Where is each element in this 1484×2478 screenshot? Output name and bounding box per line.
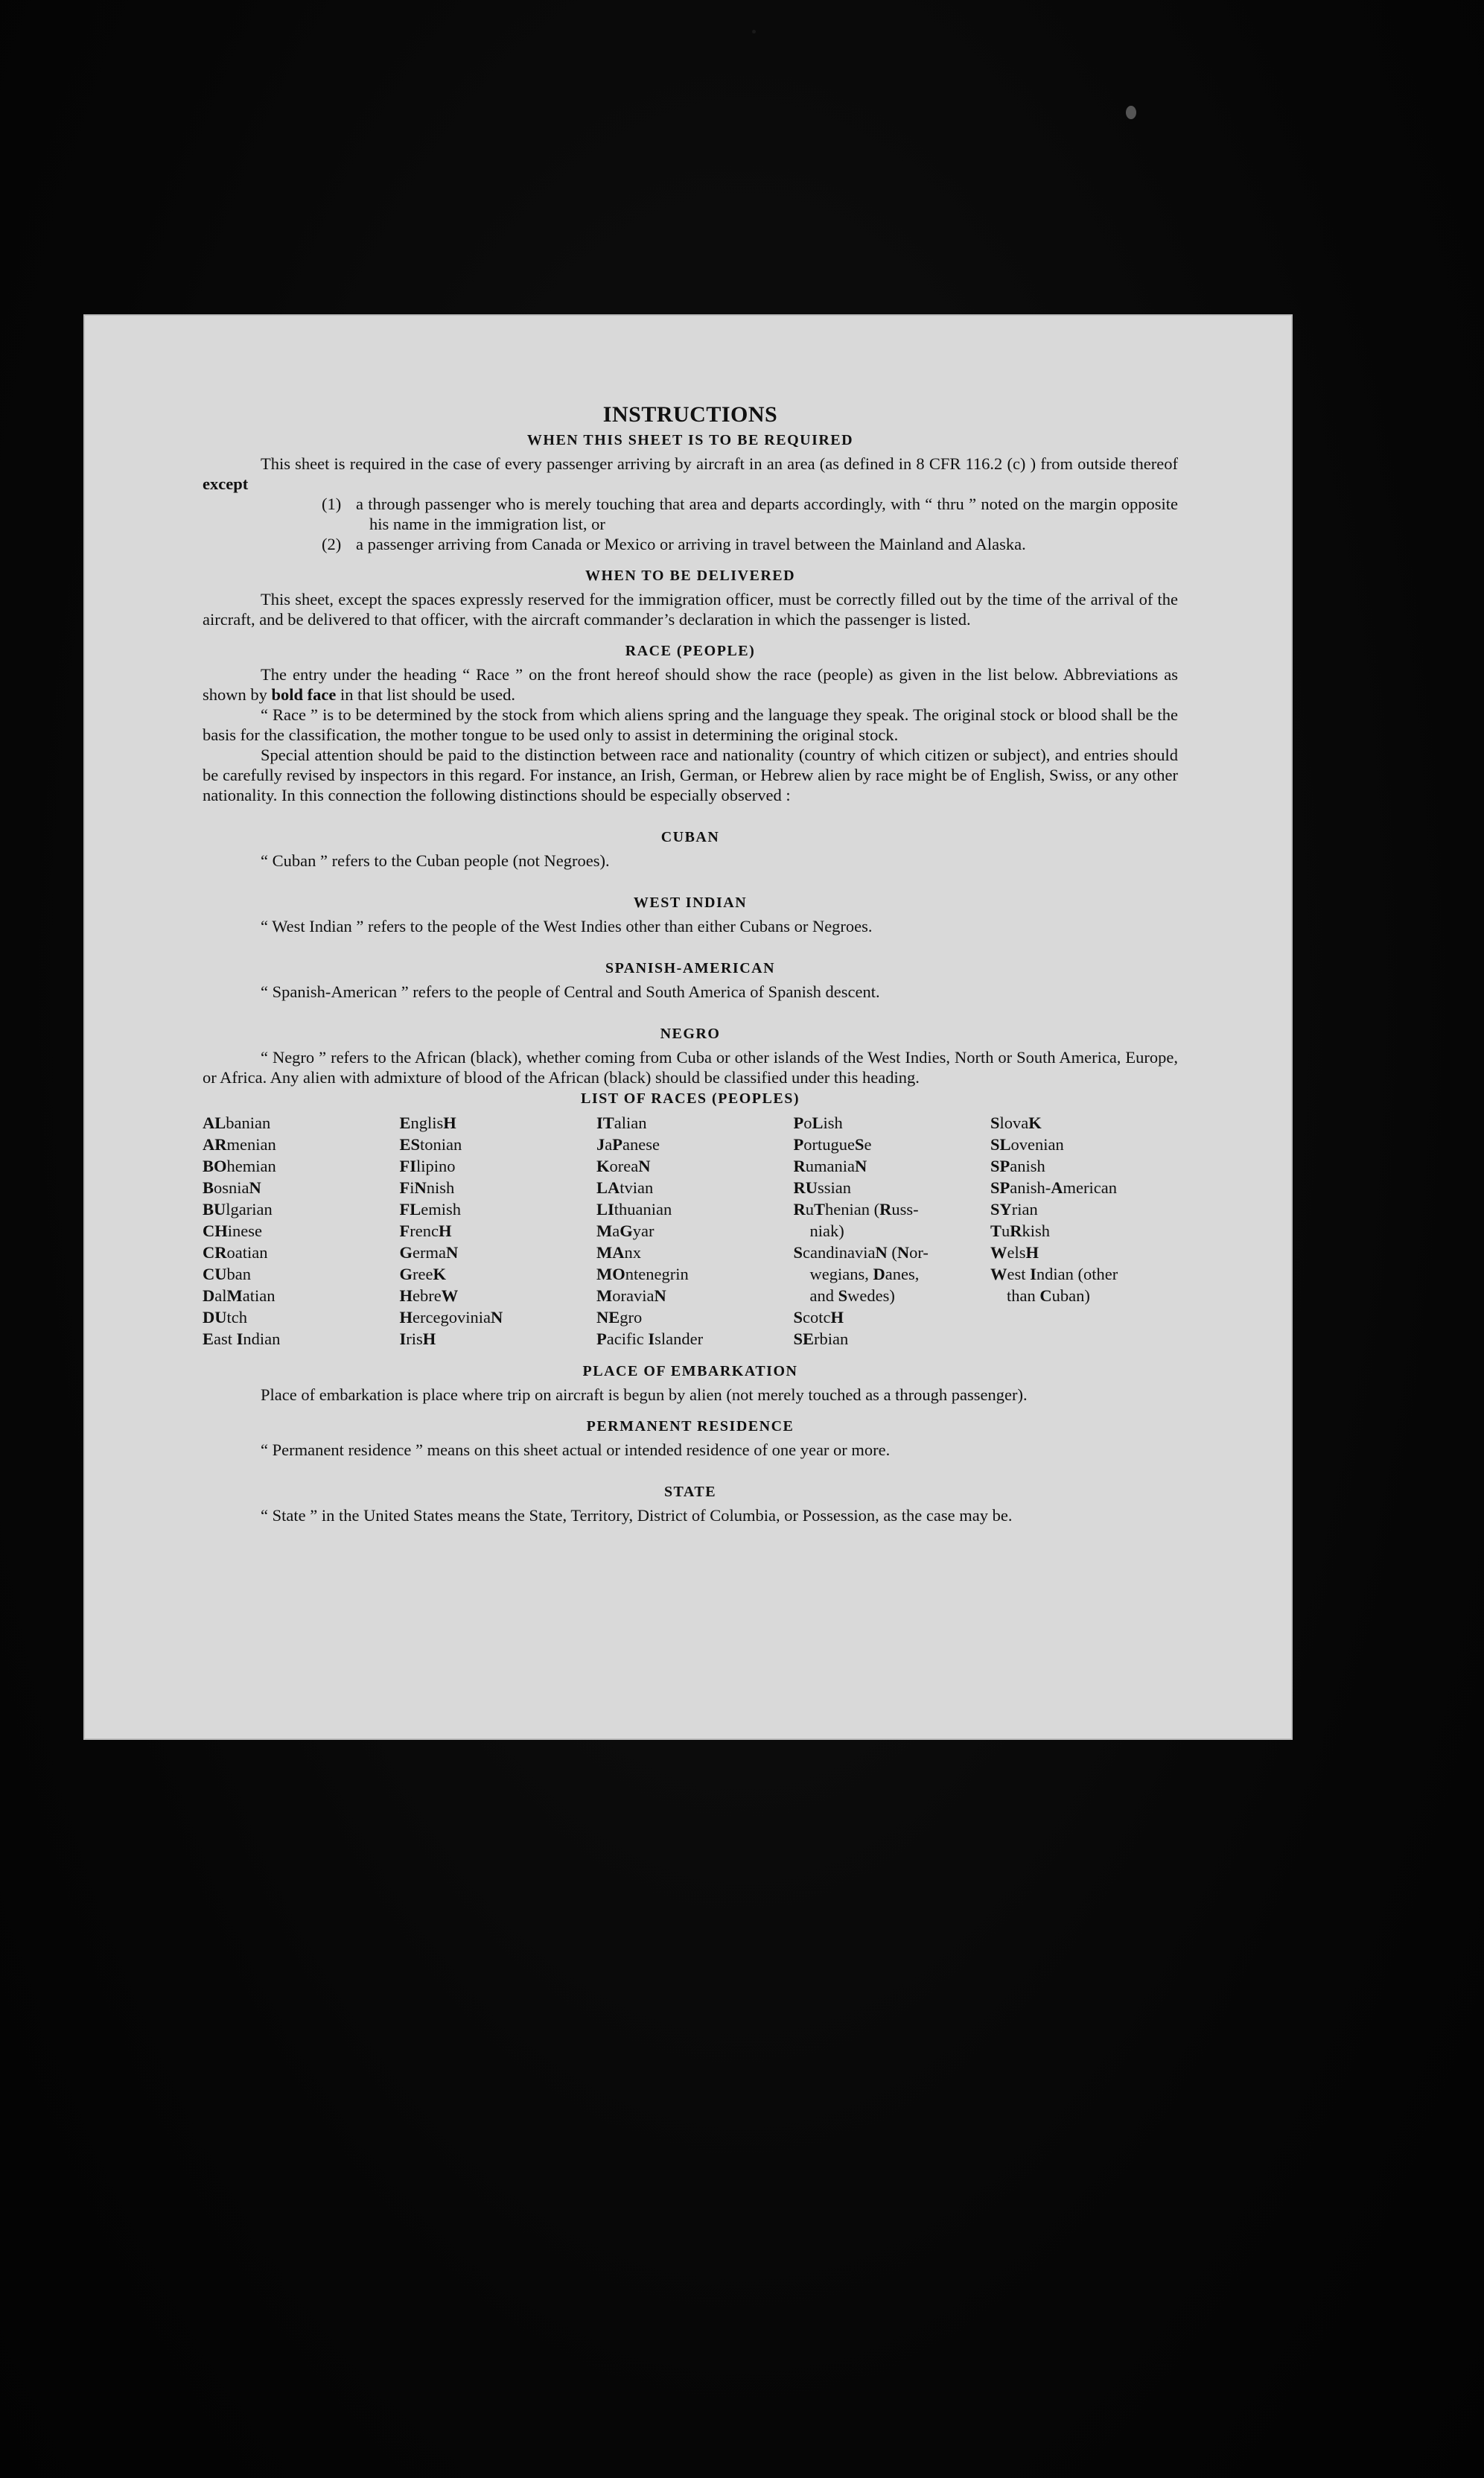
race-entry: EnglisH xyxy=(399,1113,456,1132)
race-entry: HercegoviniaN xyxy=(399,1308,503,1327)
race-entry: WelsH xyxy=(990,1243,1039,1262)
heading-when-delivered: WHEN TO BE DELIVERED xyxy=(585,568,796,584)
exception-item xyxy=(322,534,1178,554)
race-entry: LIthuanian xyxy=(596,1200,672,1219)
dust-speck xyxy=(1126,106,1136,119)
race-p1-bold: bold face xyxy=(271,685,337,704)
race-entry: RuThenian (Russ- xyxy=(793,1200,919,1219)
heading-negro: NEGRO xyxy=(660,1026,721,1042)
heading-west-indian: WEST INDIAN xyxy=(633,895,748,911)
race-entry: RumaniaN xyxy=(793,1157,867,1175)
race-entry: NEgro xyxy=(596,1308,643,1327)
race-entry: JaPanese xyxy=(596,1135,660,1154)
race-entry: MoraviaN xyxy=(596,1286,666,1305)
spanish-american-text: “ Spanish-American ” refers to the people of Central and South America of Spanish descent. xyxy=(261,982,880,1001)
required-intro-bold: except xyxy=(203,474,249,493)
required-intro-text: This sheet is required in the case of every passenger arriving by aircraft in an area (as defined in 8 CFR 116.2 (c) ) from outside thereof xyxy=(261,454,1178,473)
race-column-1 xyxy=(203,1112,390,1350)
cuban-text: “ Cuban ” refers to the Cuban people (not Negroes). xyxy=(261,851,610,870)
race-entry: CUban xyxy=(203,1265,251,1283)
race-entry: wegians, Danes, xyxy=(809,1265,920,1283)
race-entry: FIlipino xyxy=(399,1157,456,1175)
instruction-sheet xyxy=(83,314,1293,1740)
race-entry: MAnx xyxy=(596,1243,641,1262)
heading-when-required: WHEN THIS SHEET IS TO BE REQUIRED xyxy=(526,432,854,448)
race-p1-pre: The entry under the heading “ Race ” on the front hereof should show the race (people) as given in the list below. Abbreviations as shown by xyxy=(203,665,1178,704)
race-entry: IrisH xyxy=(399,1329,436,1348)
race-entry: ScotcH xyxy=(793,1308,844,1327)
exception-item xyxy=(322,494,1178,534)
race-entry: than Cuban) xyxy=(1007,1286,1090,1305)
race-entry: ScandinaviaN (Nor- xyxy=(793,1243,929,1262)
heading-permanent-residence: PERMANENT RESIDENCE xyxy=(586,1418,794,1435)
heading-state: STATE xyxy=(663,1484,717,1500)
race-entry: TuRkish xyxy=(990,1221,1051,1240)
race-entry: niak) xyxy=(809,1221,844,1240)
race-entry: CRoatian xyxy=(203,1243,268,1262)
race-entry: SPanish-American xyxy=(990,1178,1117,1197)
race-entry: SYrian xyxy=(990,1200,1038,1219)
race-entry: RUssian xyxy=(793,1178,851,1197)
race-entry: BUlgarian xyxy=(203,1200,273,1219)
race-paragraph-2: “ Race ” is to be determined by the stock from which aliens spring and the language they speak. The original stock or blood shall be the basis for the classification, the mother tongue to be used only to assist in determining the original stock. xyxy=(203,705,1178,744)
race-column-3 xyxy=(596,1112,784,1350)
race-entry: ITalian xyxy=(596,1113,647,1132)
heading-race: RACE (PEOPLE) xyxy=(625,643,756,659)
race-entry: FrencH xyxy=(399,1221,452,1240)
race-entry: and Swedes) xyxy=(809,1286,895,1305)
required-intro xyxy=(203,454,1178,494)
race-column-4 xyxy=(794,1112,981,1350)
exception-text: a passenger arriving from Canada or Mexico or arriving in travel between the Mainland and Alaska. xyxy=(356,535,1026,553)
race-entry: ALbanian xyxy=(203,1113,271,1132)
race-entry: PoLish xyxy=(793,1113,843,1132)
race-entry: East Indian xyxy=(203,1329,281,1348)
race-list xyxy=(203,1112,1178,1350)
delivered-text: This sheet, except the spaces expressly reserved for the immigration officer, must be correctly filled out by the time of the arrival of the aircraft, and be delivered to that officer, with the aircraft commander’s declaration in which the passenger is listed. xyxy=(203,590,1178,629)
west-indian-text: “ West Indian ” refers to the people of the West Indies other than either Cubans or Negroes. xyxy=(261,917,873,935)
heading-cuban: CUBAN xyxy=(660,829,720,845)
race-entry: PortugueSe xyxy=(793,1135,872,1154)
race-p1-post: in that list should be used. xyxy=(336,685,516,704)
race-entry: SErbian xyxy=(793,1329,849,1348)
embarkation-text: Place of embarkation is place where trip on aircraft is begun by alien (not merely touched as a through passenger). xyxy=(261,1385,1028,1404)
race-entry: LAtvian xyxy=(596,1178,654,1197)
race-column-2 xyxy=(400,1112,587,1350)
race-entry: ARmenian xyxy=(203,1135,276,1154)
residence-text: “ Permanent residence ” means on this sheet actual or intended residence of one year or more. xyxy=(261,1440,891,1459)
race-entry: Pacific Islander xyxy=(596,1329,704,1348)
race-entry: BOhemian xyxy=(203,1157,276,1175)
race-entry: KoreaN xyxy=(596,1157,651,1175)
race-entry: BosniaN xyxy=(203,1178,261,1197)
race-entry: MOntenegrin xyxy=(596,1265,689,1283)
exception-list xyxy=(322,494,1178,554)
race-entry: FLemish xyxy=(399,1200,462,1219)
race-entry: CHinese xyxy=(203,1221,262,1240)
race-entry: DUtch xyxy=(203,1308,247,1327)
race-column-5 xyxy=(990,1112,1178,1350)
race-entry: SPanish xyxy=(990,1157,1045,1175)
race-entry: West Indian (other xyxy=(990,1265,1118,1283)
sheet-content xyxy=(203,402,1178,1525)
race-entry: SlovaK xyxy=(990,1113,1042,1132)
heading-embarkation: PLACE OF EMBARKATION xyxy=(582,1363,798,1379)
heading-spanish-american: SPANISH-AMERICAN xyxy=(605,960,776,976)
dust-speck xyxy=(752,30,756,34)
race-entry: GreeK xyxy=(399,1265,446,1283)
race-entry: EStonian xyxy=(399,1135,462,1154)
race-entry: SLovenian xyxy=(990,1135,1064,1154)
exception-number: (1) xyxy=(322,495,342,513)
exception-number: (2) xyxy=(322,535,342,553)
race-entry: DalMatian xyxy=(203,1286,276,1305)
race-paragraph-3: Special attention should be paid to the distinction between race and nationality (country of which citizen or subject), and entries should be carefully revised by inspectors in this regard. For instance, an Irish, German, or Hebrew alien by race might be of English, Swiss, or any other nationality. In this connection the following distinctions should be especially observed : xyxy=(203,746,1178,804)
race-paragraph-1 xyxy=(203,664,1178,705)
negro-text: “ Negro ” refers to the African (black), whether coming from Cuba or other islands of the West Indies, North or South America, Europe, or Africa. Any alien with admixture of blood of the African (black) should be classified under this heading. xyxy=(203,1048,1178,1087)
race-entry: GermaN xyxy=(399,1243,459,1262)
exception-text: a through passenger who is merely touching that area and departs accordingly, with “ thru ” noted on the margin opposite his name in the immigration list, or xyxy=(356,495,1178,533)
race-entry: FiNnish xyxy=(399,1178,455,1197)
state-text: “ State ” in the United States means the State, Territory, District of Columbia, or Possession, as the case may be. xyxy=(261,1506,1013,1525)
race-entry: MaGyar xyxy=(596,1221,655,1240)
heading-list-of-races: LIST OF RACES (PEOPLES) xyxy=(580,1090,800,1107)
document-title: INSTRUCTIONS xyxy=(602,402,778,427)
race-entry: HebreW xyxy=(399,1286,459,1305)
